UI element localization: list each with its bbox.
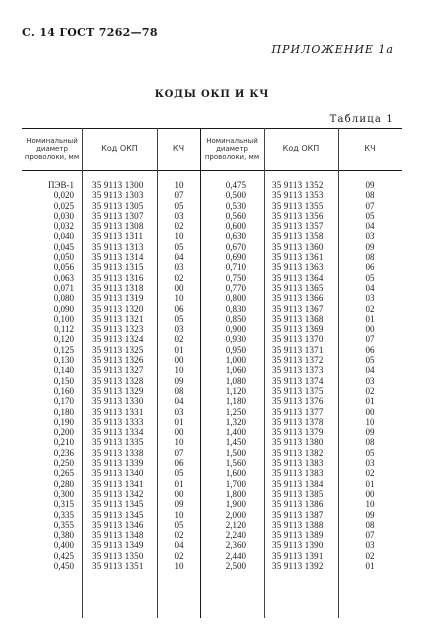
table-cell-diameter: 0,050 <box>53 252 74 263</box>
table-cell-kch: 02 <box>365 550 375 561</box>
table-cell-code-okp: 35 9113 1383 <box>272 468 324 479</box>
table-cell-kch: 05 <box>174 200 184 211</box>
table-cell-kch: 06 <box>174 303 184 314</box>
table-cell-kch: 10 <box>365 416 375 427</box>
table-cell-code-okp: 35 9113 1316 <box>92 272 144 283</box>
table-cell-kch: 09 <box>174 375 184 386</box>
table-cell-diameter: 1,080 <box>225 375 246 386</box>
table-cell-diameter: 0,710 <box>225 262 246 273</box>
table-cell-kch: 10 <box>174 365 184 376</box>
table-cell-kch: 08 <box>365 252 375 263</box>
table-cell-code-okp: 35 9113 1376 <box>272 396 324 407</box>
table-cell-code-okp: 35 9113 1353 <box>272 190 324 201</box>
table-cell-diameter: 0,530 <box>225 200 246 211</box>
table-cell-diameter: 0,190 <box>53 416 74 427</box>
table-cell-code-okp: 35 9113 1377 <box>272 406 324 417</box>
table-cell-code-okp: 35 9113 1326 <box>92 355 144 366</box>
right-diameter-column <box>202 180 246 571</box>
table-cell-kch: 10 <box>174 180 184 190</box>
table-cell-diameter: 0,770 <box>225 282 246 293</box>
table-cell-kch: 00 <box>365 324 375 335</box>
table-cell-code-okp: 35 9113 1325 <box>92 344 144 355</box>
table-cell-code-okp: 35 9113 1370 <box>272 334 324 345</box>
table-cell-diameter: 0,030 <box>53 210 74 221</box>
table-cell-diameter: 0,130 <box>53 355 74 366</box>
table-cell-code-okp: 35 9113 1391 <box>272 550 324 561</box>
table-cell-diameter: 1,180 <box>225 396 246 407</box>
table-cell-kch: 02 <box>174 530 184 541</box>
table-cell-diameter: 0,200 <box>53 427 74 438</box>
table-cell-kch: 04 <box>365 282 375 293</box>
table-cell-code-okp: 35 9113 1357 <box>272 221 324 232</box>
table-cell-kch: 06 <box>365 262 375 273</box>
table-cell-code-okp: 35 9113 1380 <box>272 437 324 448</box>
table-cell-diameter: 1,500 <box>225 447 246 458</box>
table-cell-kch: 10 <box>174 231 184 242</box>
header-diameter: Номинальный диаметр проволоки, мм <box>24 137 80 161</box>
table-cell-diameter: 0,080 <box>53 293 74 304</box>
table-cell-code-okp: 35 9113 1356 <box>272 210 324 221</box>
table-cell-code-okp: 35 9113 1382 <box>272 447 324 458</box>
table-cell-kch: 04 <box>174 252 184 263</box>
table-cell-diameter: 0,560 <box>225 210 246 221</box>
table-cell-code-okp: 35 9113 1313 <box>92 241 144 252</box>
table-cell-diameter: 1,900 <box>225 499 246 510</box>
table-cell-diameter: 0,250 <box>53 458 74 469</box>
table-cell-kch: 03 <box>365 458 375 469</box>
table-cell-code-okp: 35 9113 1324 <box>92 334 144 345</box>
table-cell-code-okp: 35 9113 1372 <box>272 355 324 366</box>
table-cell-code-okp: 35 9113 1342 <box>92 488 144 499</box>
table-cell-kch: 03 <box>365 375 375 386</box>
table-cell-code-okp: 35 9113 1352 <box>272 180 324 190</box>
table-cell-diameter: 0,025 <box>53 200 74 211</box>
table-cell-code-okp: 35 9113 1367 <box>272 303 324 314</box>
table-cell-code-okp: 35 9113 1305 <box>92 200 144 211</box>
table-cell-code-okp: 35 9113 1388 <box>272 519 324 530</box>
table-cell-kch: 09 <box>365 180 375 190</box>
table-cell-kch: 04 <box>174 396 184 407</box>
left-kch-column <box>160 180 198 571</box>
table-cell-kch: 03 <box>365 293 375 304</box>
table-cell-kch: 00 <box>365 488 375 499</box>
table-cell-diameter: 1,450 <box>225 437 246 448</box>
table-cell-code-okp: 35 9113 1311 <box>92 231 144 242</box>
table-cell-code-okp: 35 9113 1365 <box>272 282 324 293</box>
table-cell-code-okp: 35 9113 1315 <box>92 262 144 273</box>
table-cell-code-okp: 35 9113 1378 <box>272 416 324 427</box>
table-cell-code-okp: 35 9113 1392 <box>272 560 324 571</box>
table-cell-diameter: 1,250 <box>225 406 246 417</box>
table-cell-kch: 01 <box>365 396 375 407</box>
appendix-label: ПРИЛОЖЕНИЕ 1а <box>271 43 394 56</box>
table-cell-diameter: 0,032 <box>53 221 74 232</box>
table-cell-code-okp: 35 9113 1333 <box>92 416 144 427</box>
table-cell-code-okp: 35 9113 1338 <box>92 447 144 458</box>
table-cell-code-okp: 35 9113 1383 <box>272 458 324 469</box>
table-cell-code-okp: 35 9113 1364 <box>272 272 324 283</box>
table-cell-diameter: 0,930 <box>225 334 246 345</box>
table-cell-kch: 07 <box>365 200 375 211</box>
table-cell-diameter: 0,425 <box>53 550 74 561</box>
table-cell-diameter: 1,320 <box>225 416 246 427</box>
table-cell-kch: 08 <box>174 385 184 396</box>
table-cell-code-okp: 35 9113 1387 <box>272 509 324 520</box>
table-cell-kch: 00 <box>365 406 375 417</box>
table-cell-kch: 01 <box>174 478 184 489</box>
table-cell-code-okp: 35 9113 1390 <box>272 540 324 551</box>
table-cell-kch: 02 <box>174 550 184 561</box>
table-cell-code-okp: 35 9113 1385 <box>272 488 324 499</box>
table-cell-diameter: 0,170 <box>53 396 74 407</box>
table-cell-kch: 02 <box>365 385 375 396</box>
table-cell-code-okp: 35 9113 1375 <box>272 385 324 396</box>
table-header-rule <box>22 170 402 171</box>
table-cell-kch: 09 <box>365 427 375 438</box>
table-cell-kch: 02 <box>174 272 184 283</box>
table-cell-code-okp: 35 9113 1379 <box>272 427 324 438</box>
column-divider <box>338 128 339 618</box>
table-cell-diameter: 0,112 <box>54 324 74 335</box>
column-divider <box>264 128 265 618</box>
table-cell-code-okp: 35 9113 1369 <box>272 324 324 335</box>
table-cell-code-okp: 35 9113 1327 <box>92 365 144 376</box>
table-cell-kch: 07 <box>174 190 184 201</box>
table-cell-kch: 02 <box>174 334 184 345</box>
table-cell-kch: 05 <box>365 272 375 283</box>
table-top-rule <box>22 128 402 129</box>
header-kch: КЧ <box>364 144 376 153</box>
table-cell-code-okp: 35 9113 1321 <box>92 313 144 324</box>
table-cell-diameter: 2,360 <box>225 540 246 551</box>
table-cell-kch: 07 <box>174 447 184 458</box>
table-cell-kch: 00 <box>174 355 184 366</box>
table-cell-diameter: ПЭВ-1 <box>48 180 74 190</box>
table-cell-diameter: 1,060 <box>225 365 246 376</box>
table-cell-kch: 08 <box>365 437 375 448</box>
table-cell-diameter: 0,355 <box>53 519 74 530</box>
table-cell-kch: 00 <box>174 282 184 293</box>
table-cell-code-okp: 35 9113 1366 <box>272 293 324 304</box>
table-cell-diameter: 1,400 <box>225 427 246 438</box>
table-cell-code-okp: 35 9113 1345 <box>92 509 144 520</box>
column-divider <box>82 128 83 618</box>
table-cell-diameter: 1,560 <box>225 458 246 469</box>
table-cell-diameter: 0,125 <box>53 344 74 355</box>
table-cell-diameter: 0,690 <box>225 252 246 263</box>
table-cell-diameter: 0,750 <box>225 272 246 283</box>
table-cell-code-okp: 35 9113 1349 <box>92 540 144 551</box>
table-cell-code-okp: 35 9113 1307 <box>92 210 144 221</box>
table-cell-diameter: 0,630 <box>225 231 246 242</box>
table-cell-code-okp: 35 9113 1389 <box>272 530 324 541</box>
table-cell-code-okp: 35 9113 1308 <box>92 221 144 232</box>
table-cell-kch: 00 <box>174 488 184 499</box>
table-cell-kch: 03 <box>174 406 184 417</box>
header-code-okp: Код ОКП <box>282 144 320 153</box>
table-cell-diameter: 0,380 <box>53 530 74 541</box>
table-cell-kch: 08 <box>365 519 375 530</box>
header-kch: КЧ <box>172 144 185 153</box>
table-cell-code-okp: 35 9113 1330 <box>92 396 144 407</box>
table-cell-diameter: 2,500 <box>225 560 246 571</box>
table-cell-diameter: 0,045 <box>53 241 74 252</box>
header-code-okp: Код ОКП <box>101 144 138 153</box>
table-cell-code-okp: 35 9113 1340 <box>92 468 144 479</box>
table-cell-diameter: 0,500 <box>225 190 246 201</box>
table-cell-code-okp: 35 9113 1386 <box>272 499 324 510</box>
table-cell-diameter: 0,830 <box>225 303 246 314</box>
table-cell-code-okp: 35 9113 1334 <box>92 427 144 438</box>
table-cell-diameter: 0,040 <box>53 231 74 242</box>
table-cell-code-okp: 35 9113 1339 <box>92 458 144 469</box>
table-cell-kch: 05 <box>365 447 375 458</box>
table-cell-code-okp: 35 9113 1335 <box>92 437 144 448</box>
table-cell-kch: 10 <box>174 437 184 448</box>
table-cell-kch: 06 <box>174 458 184 469</box>
right-kch-column <box>342 180 398 571</box>
table-cell-code-okp: 35 9113 1319 <box>92 293 144 304</box>
table-cell-diameter: 0,670 <box>225 241 246 252</box>
table-cell-diameter: 0,236 <box>53 447 74 458</box>
table-cell-diameter: 1,800 <box>225 488 246 499</box>
table-cell-diameter: 1,700 <box>225 478 246 489</box>
column-divider <box>157 128 158 618</box>
table-cell-diameter: 1,000 <box>225 355 246 366</box>
table-cell-diameter: 0,140 <box>53 365 74 376</box>
table-cell-diameter: 0,265 <box>53 468 74 479</box>
table-cell-kch: 07 <box>365 334 375 345</box>
table-cell-code-okp: 35 9113 1368 <box>272 313 324 324</box>
left-code-column <box>92 180 156 571</box>
table-cell-diameter: 0,315 <box>53 499 74 510</box>
table-cell-code-okp: 35 9113 1360 <box>272 241 324 252</box>
table-cell-code-okp: 35 9113 1303 <box>92 190 144 201</box>
center-divider <box>200 128 201 618</box>
table-cell-diameter: 0,950 <box>225 344 246 355</box>
table-cell-kch: 05 <box>174 468 184 479</box>
table-cell-kch: 05 <box>365 210 375 221</box>
table-cell-kch: 02 <box>365 303 375 314</box>
table-cell-diameter: 0,850 <box>225 313 246 324</box>
table-cell-diameter: 0,150 <box>53 375 74 386</box>
table-cell-kch: 05 <box>174 313 184 324</box>
table-cell-diameter: 0,056 <box>53 262 74 273</box>
table-cell-kch: 05 <box>174 241 184 252</box>
table-cell-kch: 10 <box>174 560 184 571</box>
table-cell-kch: 01 <box>365 313 375 324</box>
table-cell-diameter: 2,000 <box>225 509 246 520</box>
table-cell-diameter: 0,335 <box>53 509 74 520</box>
table-cell-code-okp: 35 9113 1300 <box>92 180 144 190</box>
table-cell-diameter: 0,120 <box>53 334 74 345</box>
table-cell-kch: 10 <box>365 499 375 510</box>
table-cell-code-okp: 35 9113 1329 <box>92 385 144 396</box>
table-cell-kch: 03 <box>365 231 375 242</box>
table-cell-diameter: 0,300 <box>53 488 74 499</box>
table-cell-diameter: 0,475 <box>225 180 246 190</box>
table-cell-code-okp: 35 9113 1345 <box>92 499 144 510</box>
right-code-column <box>272 180 336 571</box>
table-cell-kch: 04 <box>365 365 375 376</box>
table-cell-kch: 06 <box>365 344 375 355</box>
table-cell-kch: 01 <box>174 344 184 355</box>
table-cell-kch: 05 <box>365 355 375 366</box>
table-cell-code-okp: 35 9113 1371 <box>272 344 324 355</box>
table-cell-diameter: 0,071 <box>53 282 74 293</box>
table-label: Таблица 1 <box>329 114 394 125</box>
table-cell-kch: 02 <box>365 468 375 479</box>
table-cell-kch: 03 <box>174 324 184 335</box>
table-cell-code-okp: 35 9113 1320 <box>92 303 144 314</box>
table-cell-diameter: 0,020 <box>53 190 74 201</box>
table-cell-diameter: 0,280 <box>53 478 74 489</box>
table-cell-diameter: 0,090 <box>53 303 74 314</box>
table-cell-diameter: 0,160 <box>53 385 74 396</box>
table-cell-kch: 04 <box>365 221 375 232</box>
table-cell-code-okp: 35 9113 1346 <box>92 519 144 530</box>
table-cell-code-okp: 35 9113 1361 <box>272 252 324 263</box>
table-cell-diameter: 0,400 <box>53 540 74 551</box>
table-cell-kch: 07 <box>365 530 375 541</box>
table-cell-kch: 01 <box>174 416 184 427</box>
table-cell-kch: 01 <box>365 560 375 571</box>
table-cell-kch: 09 <box>365 241 375 252</box>
table-cell-code-okp: 35 9113 1341 <box>92 478 144 489</box>
table-cell-code-okp: 35 9113 1355 <box>272 200 324 211</box>
table-cell-kch: 03 <box>365 540 375 551</box>
table-cell-diameter: 2,440 <box>225 550 246 561</box>
table-cell-code-okp: 35 9113 1363 <box>272 262 324 273</box>
table-cell-code-okp: 35 9113 1373 <box>272 365 324 376</box>
table-cell-diameter: 0,600 <box>225 221 246 232</box>
table-cell-code-okp: 35 9113 1358 <box>272 231 324 242</box>
table-cell-diameter: 0,900 <box>225 324 246 335</box>
table-cell-kch: 05 <box>174 519 184 530</box>
table-cell-diameter: 2,120 <box>225 519 246 530</box>
table-cell-code-okp: 35 9113 1348 <box>92 530 144 541</box>
table-cell-diameter: 0,100 <box>53 313 74 324</box>
table-cell-code-okp: 35 9113 1374 <box>272 375 324 386</box>
page-title: КОДЫ ОКП И КЧ <box>154 89 270 100</box>
table-cell-code-okp: 35 9113 1351 <box>92 560 144 571</box>
header-diameter: Номинальный диаметр проволоки, мм <box>204 137 260 161</box>
table-cell-kch: 04 <box>174 540 184 551</box>
table-cell-code-okp: 35 9113 1323 <box>92 324 144 335</box>
table-cell-diameter: 1,120 <box>225 385 246 396</box>
table-cell-diameter: 0,210 <box>53 437 74 448</box>
table-cell-kch: 00 <box>174 427 184 438</box>
table-cell-diameter: 0,180 <box>53 406 74 417</box>
table-cell-diameter: 1,600 <box>225 468 246 479</box>
table-cell-diameter: 2,240 <box>225 530 246 541</box>
table-cell-kch: 10 <box>174 293 184 304</box>
table-cell-kch: 02 <box>174 221 184 232</box>
table-cell-diameter: 0,450 <box>53 560 74 571</box>
left-diameter-column <box>24 180 74 571</box>
table-cell-diameter: 0,063 <box>53 272 74 283</box>
page-reference: С. 14 ГОСТ 7262—78 <box>22 26 158 39</box>
table-cell-code-okp: 35 9113 1331 <box>92 406 144 417</box>
table-cell-kch: 03 <box>174 262 184 273</box>
table-cell-kch: 08 <box>365 190 375 201</box>
table-cell-code-okp: 35 9113 1328 <box>92 375 144 386</box>
table-cell-code-okp: 35 9113 1318 <box>92 282 144 293</box>
table-cell-kch: 03 <box>174 210 184 221</box>
table-cell-code-okp: 35 9113 1314 <box>92 252 144 263</box>
table-cell-kch: 01 <box>365 478 375 489</box>
table-cell-code-okp: 35 9113 1350 <box>92 550 144 561</box>
table-cell-kch: 09 <box>365 509 375 520</box>
table-cell-kch: 09 <box>174 499 184 510</box>
table-cell-kch: 10 <box>174 509 184 520</box>
table-cell-code-okp: 35 9113 1384 <box>272 478 324 489</box>
table-cell-diameter: 0,800 <box>225 293 246 304</box>
